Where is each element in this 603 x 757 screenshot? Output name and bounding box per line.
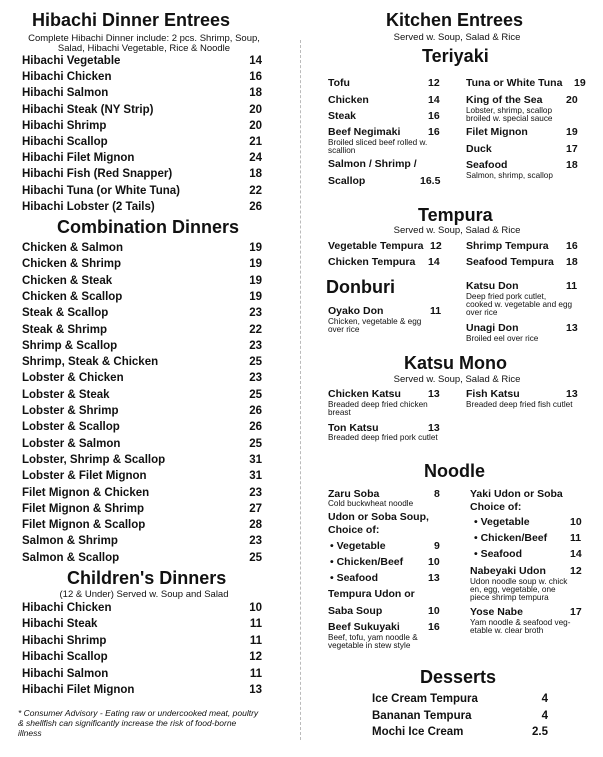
hibachi-item-price: 24 bbox=[249, 152, 262, 165]
combo-item-price: 26 bbox=[249, 421, 262, 434]
hibachi-item-price: 14 bbox=[249, 55, 262, 67]
children-title: Children's Dinners bbox=[67, 568, 227, 588]
dessert-item-price: 2.5 bbox=[532, 726, 548, 738]
noodle-yaki-line-1: Yaki Udon or Soba bbox=[470, 488, 563, 500]
combo-item bbox=[22, 389, 262, 401]
teriyaki-steak-price: 16 bbox=[428, 110, 440, 122]
katsu-chicken-desc-1: Breaded deep fried chicken bbox=[328, 400, 428, 409]
noodle-zaru: Zaru Soba bbox=[328, 488, 380, 500]
children-item bbox=[22, 618, 262, 630]
dessert-item bbox=[372, 693, 548, 705]
noodle-yaki-seafood-price: 14 bbox=[570, 548, 582, 560]
combo-item-price: 19 bbox=[249, 242, 262, 254]
hibachi-item-price: 26 bbox=[249, 200, 262, 213]
noodle-yose-price: 17 bbox=[570, 606, 582, 618]
combo-item bbox=[22, 242, 262, 254]
teriyaki-seafood-price: 18 bbox=[566, 159, 578, 171]
hibachi-item bbox=[22, 55, 262, 67]
combo-item bbox=[22, 421, 262, 433]
combo-item-price: 23 bbox=[249, 535, 262, 548]
donburi-oyako-desc-2: over rice bbox=[328, 325, 360, 334]
combo-item bbox=[22, 291, 262, 303]
combo-title: Combination Dinners bbox=[57, 217, 240, 237]
column-divider bbox=[300, 40, 301, 740]
noodle-yaki-chicken-price: 11 bbox=[570, 532, 582, 544]
hibachi-item-price: 18 bbox=[249, 87, 262, 100]
combo-item-name: Lobster, Shrimp & Scallop bbox=[22, 453, 166, 466]
noodle-udon-line-2: Choice of: bbox=[328, 524, 380, 536]
combo-item-price: 31 bbox=[249, 453, 262, 466]
teriyaki-salmon-line-1: Salmon / Shrimp / bbox=[328, 158, 417, 170]
teriyaki-king-desc-1: Lobster, shrimp, scallop bbox=[466, 106, 553, 115]
combo-item-name: Chicken & Salmon bbox=[22, 242, 123, 254]
combo-item bbox=[22, 487, 262, 499]
hibachi-item-price: 22 bbox=[249, 184, 262, 197]
children-item bbox=[22, 668, 262, 680]
noodle-nabeyaki-price: 12 bbox=[570, 565, 582, 577]
donburi-oyako: Oyako Don bbox=[328, 305, 384, 317]
katsumono-desc: Served w. Soup, Salad & Rice bbox=[393, 374, 521, 385]
noodle-yaki-veg-price: 10 bbox=[570, 516, 582, 528]
tempura-seafood: Seafood Tempura bbox=[466, 256, 554, 268]
donburi-unagi-price: 13 bbox=[566, 322, 578, 334]
tempura-shrimp-price: 16 bbox=[566, 240, 578, 252]
katsumono-title: Katsu Mono bbox=[404, 353, 507, 373]
combo-item-name: Steak & Scallop bbox=[22, 307, 109, 320]
combo-item-price: 23 bbox=[249, 372, 262, 385]
combo-item-price: 31 bbox=[249, 470, 262, 483]
teriyaki-duck-price: 17 bbox=[566, 143, 578, 155]
tempura-shrimp: Shrimp Tempura bbox=[466, 240, 549, 252]
combo-item-name: Chicken & Steak bbox=[22, 274, 113, 287]
tempura-title: Tempura bbox=[418, 205, 493, 225]
noodle-udon-veg: • Vegetable bbox=[330, 540, 386, 552]
hibachi-item-name: Hibachi Vegetable bbox=[22, 55, 121, 67]
noodle-sukuyaki-desc-1: Beef, tofu, yam noodle & bbox=[328, 633, 418, 642]
tempura-chicken-price: 14 bbox=[428, 256, 440, 268]
noodle-yaki-seafood: • Seafood bbox=[474, 548, 522, 560]
combo-item bbox=[22, 405, 262, 417]
combo-item-name: Filet Mignon & Chicken bbox=[22, 486, 150, 499]
noodle-yaki-veg: • Vegetable bbox=[474, 516, 530, 528]
noodle-yose-desc-1: Yam noodle & seafood veg- bbox=[470, 618, 571, 627]
advisory-line-3: illness bbox=[18, 728, 42, 738]
hibachi-item-name: Hibachi Shrimp bbox=[22, 119, 107, 132]
children-item-name: Hibachi Steak bbox=[22, 618, 98, 631]
donburi-katsu-desc-3: over rice bbox=[466, 308, 498, 317]
noodle-tempura-line-2: Saba Soup bbox=[328, 605, 383, 617]
children-item-name: Hibachi Filet Mignon bbox=[22, 684, 135, 696]
donburi-oyako-price: 11 bbox=[430, 305, 442, 317]
hibachi-item bbox=[22, 87, 262, 99]
teriyaki-chicken: Chicken bbox=[328, 94, 369, 106]
noodle-title: Noodle bbox=[424, 461, 485, 481]
hibachi-desc-1: Complete Hibachi Dinner include: 2 pcs. Shrimp, Soup, bbox=[28, 33, 260, 44]
combo-item bbox=[22, 552, 262, 564]
combo-item-price: 25 bbox=[249, 356, 262, 369]
teriyaki-king: King of the Sea bbox=[466, 94, 543, 106]
combo-item-price: 26 bbox=[249, 405, 262, 417]
combo-item-name: Lobster & Steak bbox=[22, 388, 110, 401]
combo-item-price: 25 bbox=[249, 388, 262, 401]
katsu-chicken-price: 13 bbox=[428, 388, 440, 400]
combo-item-name: Salmon & Scallop bbox=[22, 551, 120, 564]
hibachi-item-name: Hibachi Chicken bbox=[22, 71, 112, 84]
combo-item bbox=[22, 307, 262, 319]
combo-item-name: Chicken & Scallop bbox=[22, 290, 123, 303]
hibachi-item-price: 20 bbox=[249, 103, 262, 116]
noodle-udon-chicken-price: 10 bbox=[428, 556, 440, 568]
combo-item-name: Lobster & Salmon bbox=[22, 437, 121, 450]
teriyaki-filet-price: 19 bbox=[566, 126, 578, 138]
dessert-item-price: 4 bbox=[541, 709, 548, 722]
children-item-price: 12 bbox=[249, 651, 262, 664]
noodle-yaki-chicken: • Chicken/Beef bbox=[474, 532, 547, 544]
hibachi-item-price: 20 bbox=[249, 119, 262, 132]
children-item-price: 11 bbox=[249, 618, 262, 631]
noodle-udon-seafood-price: 13 bbox=[428, 572, 440, 584]
teriyaki-tuna-price: 19 bbox=[574, 77, 586, 89]
combo-item-price: 19 bbox=[249, 290, 262, 303]
teriyaki-seafood: Seafood bbox=[466, 159, 508, 171]
advisory-line-2: & shellfish can significantly increase the risk of food-borne bbox=[18, 718, 237, 728]
children-item bbox=[22, 684, 262, 696]
dessert-item-name: Bananan Tempura bbox=[372, 709, 472, 722]
noodle-yaki-line-2: Choice of: bbox=[470, 501, 522, 513]
hibachi-item-name: Hibachi Steak (NY Strip) bbox=[22, 103, 154, 116]
combo-item-price: 25 bbox=[249, 437, 262, 450]
teriyaki-king-price: 20 bbox=[566, 94, 578, 106]
dessert-item bbox=[372, 726, 548, 738]
children-item-price: 11 bbox=[249, 634, 262, 647]
tempura-desc: Served w. Soup, Salad & Rice bbox=[393, 225, 521, 236]
hibachi-item bbox=[22, 104, 262, 116]
teriyaki-negimaki-desc-2: scallion bbox=[328, 146, 356, 155]
advisory-line-1: * Consumer Advisory - Eating raw or undercooked meat, poultry bbox=[18, 708, 259, 718]
noodle-udon-seafood: • Seafood bbox=[330, 572, 378, 584]
noodle-sukuyaki: Beef Sukuyaki bbox=[328, 621, 400, 633]
children-item-name: Hibachi Scallop bbox=[22, 651, 108, 664]
dessert-item-price: 4 bbox=[541, 693, 548, 705]
combo-item bbox=[22, 372, 262, 384]
hibachi-item bbox=[22, 136, 262, 148]
hibachi-item-name: Hibachi Salmon bbox=[22, 87, 109, 100]
combo-item-name: Filet Mignon & Shrimp bbox=[22, 502, 145, 515]
combo-item-name: Shrimp, Steak & Chicken bbox=[22, 356, 159, 369]
katsu-ton-desc: Breaded deep fried pork cutlet bbox=[328, 433, 438, 442]
teriyaki-king-desc-2: broiled w. special sauce bbox=[466, 114, 553, 123]
teriyaki-salmon-price: 16.5 bbox=[420, 175, 441, 187]
hibachi-item-price: 18 bbox=[249, 168, 262, 181]
desserts-title: Desserts bbox=[420, 667, 497, 687]
hibachi-item-name: Hibachi Lobster (2 Tails) bbox=[22, 200, 155, 213]
donburi-katsu-price: 11 bbox=[566, 280, 578, 292]
combo-item-name: Steak & Shrimp bbox=[22, 323, 107, 336]
teriyaki-filet: Filet Mignon bbox=[466, 126, 528, 138]
teriyaki-title: Teriyaki bbox=[422, 46, 489, 66]
hibachi-item bbox=[22, 120, 262, 132]
hibachi-item bbox=[22, 168, 262, 180]
noodle-tempura-price: 10 bbox=[428, 605, 440, 617]
dessert-item-name: Mochi Ice Cream bbox=[372, 726, 464, 738]
katsu-fish: Fish Katsu bbox=[466, 388, 520, 400]
combo-item-price: 23 bbox=[249, 486, 262, 499]
noodle-yose: Yose Nabe bbox=[470, 606, 523, 618]
combo-item bbox=[22, 470, 262, 482]
hibachi-item-name: Hibachi Fish (Red Snapper) bbox=[22, 168, 173, 181]
hibachi-item-name: Hibachi Filet Mignon bbox=[22, 152, 135, 165]
katsu-fish-price: 13 bbox=[566, 388, 578, 400]
combo-item-name: Lobster & Chicken bbox=[22, 372, 124, 385]
combo-item bbox=[22, 535, 262, 547]
noodle-udon-line-1: Udon or Soba Soup, bbox=[328, 511, 429, 523]
teriyaki-salmon-line-2: Scallop bbox=[328, 175, 366, 187]
teriyaki-negimaki-price: 16 bbox=[428, 126, 440, 138]
combo-item bbox=[22, 275, 262, 287]
combo-item bbox=[22, 340, 262, 352]
kitchen-desc: Served w. Soup, Salad & Rice bbox=[393, 32, 521, 43]
noodle-sukuyaki-price: 16 bbox=[428, 621, 440, 633]
kitchen-title: Kitchen Entrees bbox=[386, 10, 524, 30]
combo-item-price: 23 bbox=[249, 339, 262, 352]
katsu-fish-desc: Breaded deep fried fish cutlet bbox=[466, 400, 573, 409]
noodle-sukuyaki-desc-2: vegetable in stew style bbox=[328, 641, 411, 650]
combo-item-price: 19 bbox=[249, 274, 262, 287]
hibachi-item bbox=[22, 152, 262, 164]
combo-item-name: Shrimp & Scallop bbox=[22, 339, 118, 352]
hibachi-item bbox=[22, 71, 262, 83]
combo-item-name: Lobster & Shrimp bbox=[22, 405, 119, 417]
teriyaki-tofu: Tofu bbox=[328, 77, 350, 89]
donburi-katsu: Katsu Don bbox=[466, 280, 519, 292]
combo-item bbox=[22, 356, 262, 368]
noodle-nabeyaki: Nabeyaki Udon bbox=[470, 565, 546, 577]
teriyaki-seafood-desc: Salmon, shrimp, scallop bbox=[466, 171, 553, 180]
teriyaki-negimaki-desc-1: Broiled sliced beef rolled w. bbox=[328, 138, 428, 147]
donburi-title: Donburi bbox=[326, 277, 395, 297]
hibachi-item-price: 21 bbox=[249, 136, 262, 148]
noodle-nabeyaki-desc-1: Udon noodle soup w. chick bbox=[470, 577, 568, 586]
donburi-unagi: Unagi Don bbox=[466, 322, 519, 334]
combo-item-name: Salmon & Shrimp bbox=[22, 535, 118, 548]
noodle-tempura-line-1: Tempura Udon or bbox=[328, 588, 415, 600]
hibachi-desc-2: Salad, Hibachi Vegetable, Rice & Noodle bbox=[57, 43, 231, 54]
children-item bbox=[22, 635, 262, 647]
combo-item-price: 27 bbox=[249, 502, 262, 515]
children-item-name: Hibachi Chicken bbox=[22, 602, 112, 614]
noodle-udon-veg-price: 9 bbox=[434, 540, 440, 552]
children-desc: (12 & Under) Served w. Soup and Salad bbox=[59, 589, 229, 600]
combo-item-name: Filet Mignon & Scallop bbox=[22, 519, 146, 532]
tempura-veg-price: 12 bbox=[430, 240, 442, 252]
donburi-katsu-desc-2: cooked w. vegetable and egg bbox=[466, 300, 573, 309]
katsu-ton: Ton Katsu bbox=[328, 422, 379, 434]
dessert-item bbox=[372, 710, 548, 722]
combo-item-price: 28 bbox=[249, 519, 262, 532]
combo-item-price: 23 bbox=[249, 307, 262, 320]
teriyaki-negimaki: Beef Negimaki bbox=[328, 126, 401, 138]
teriyaki-chicken-price: 14 bbox=[428, 94, 440, 106]
combo-item-price: 25 bbox=[249, 551, 262, 564]
combo-item-price: 22 bbox=[249, 323, 262, 336]
children-item-price: 10 bbox=[249, 602, 262, 614]
combo-item-price: 19 bbox=[249, 258, 262, 271]
teriyaki-tofu-price: 12 bbox=[428, 77, 440, 89]
donburi-oyako-desc-1: Chicken, vegetable & egg bbox=[328, 317, 422, 326]
noodle-zaru-price: 8 bbox=[434, 488, 440, 500]
combo-item bbox=[22, 454, 262, 466]
children-item bbox=[22, 602, 262, 614]
tempura-veg: Vegetable Tempura bbox=[328, 240, 424, 252]
combo-item-name: Lobster & Scallop bbox=[22, 421, 120, 434]
combo-item-name: Chicken & Shrimp bbox=[22, 258, 122, 271]
hibachi-item-price: 16 bbox=[249, 71, 262, 84]
katsu-chicken-desc-2: breast bbox=[328, 408, 351, 417]
hibachi-item-name: Hibachi Scallop bbox=[22, 136, 108, 148]
teriyaki-duck: Duck bbox=[466, 143, 492, 155]
katsu-chicken: Chicken Katsu bbox=[328, 388, 401, 400]
hibachi-item-name: Hibachi Tuna (or White Tuna) bbox=[22, 184, 181, 197]
children-item-name: Hibachi Shrimp bbox=[22, 634, 107, 647]
teriyaki-tuna: Tuna or White Tuna bbox=[466, 77, 563, 89]
hibachi-title: Hibachi Dinner Entrees bbox=[32, 10, 231, 30]
children-item-price: 11 bbox=[249, 667, 262, 680]
noodle-udon-chicken: • Chicken/Beef bbox=[330, 556, 403, 568]
combo-item bbox=[22, 324, 262, 336]
donburi-unagi-desc: Broiled eel over rice bbox=[466, 334, 539, 343]
combo-item-name: Lobster & Filet Mignon bbox=[22, 470, 147, 483]
hibachi-item bbox=[22, 201, 262, 213]
dessert-item-name: Ice Cream Tempura bbox=[372, 693, 478, 705]
children-item-price: 13 bbox=[249, 684, 262, 696]
donburi-katsu-desc-1: Deep fried pork cutlet, bbox=[466, 292, 547, 301]
noodle-yose-desc-2: etable w. clear broth bbox=[470, 626, 544, 635]
noodle-zaru-desc: Cold buckwheat noodle bbox=[328, 499, 414, 508]
children-item-name: Hibachi Salmon bbox=[22, 667, 109, 680]
tempura-seafood-price: 18 bbox=[566, 256, 578, 268]
combo-item bbox=[22, 438, 262, 450]
combo-item bbox=[22, 519, 262, 531]
noodle-nabeyaki-desc-3: piece shrimp tempura bbox=[470, 593, 549, 602]
noodle-nabeyaki-desc-2: en, egg, vegetable, one bbox=[470, 585, 556, 594]
tempura-chicken: Chicken Tempura bbox=[328, 256, 416, 268]
katsu-ton-price: 13 bbox=[428, 422, 440, 434]
combo-item bbox=[22, 258, 262, 270]
combo-item bbox=[22, 503, 262, 515]
teriyaki-steak: Steak bbox=[328, 110, 357, 122]
children-item bbox=[22, 651, 262, 663]
hibachi-item bbox=[22, 185, 262, 197]
